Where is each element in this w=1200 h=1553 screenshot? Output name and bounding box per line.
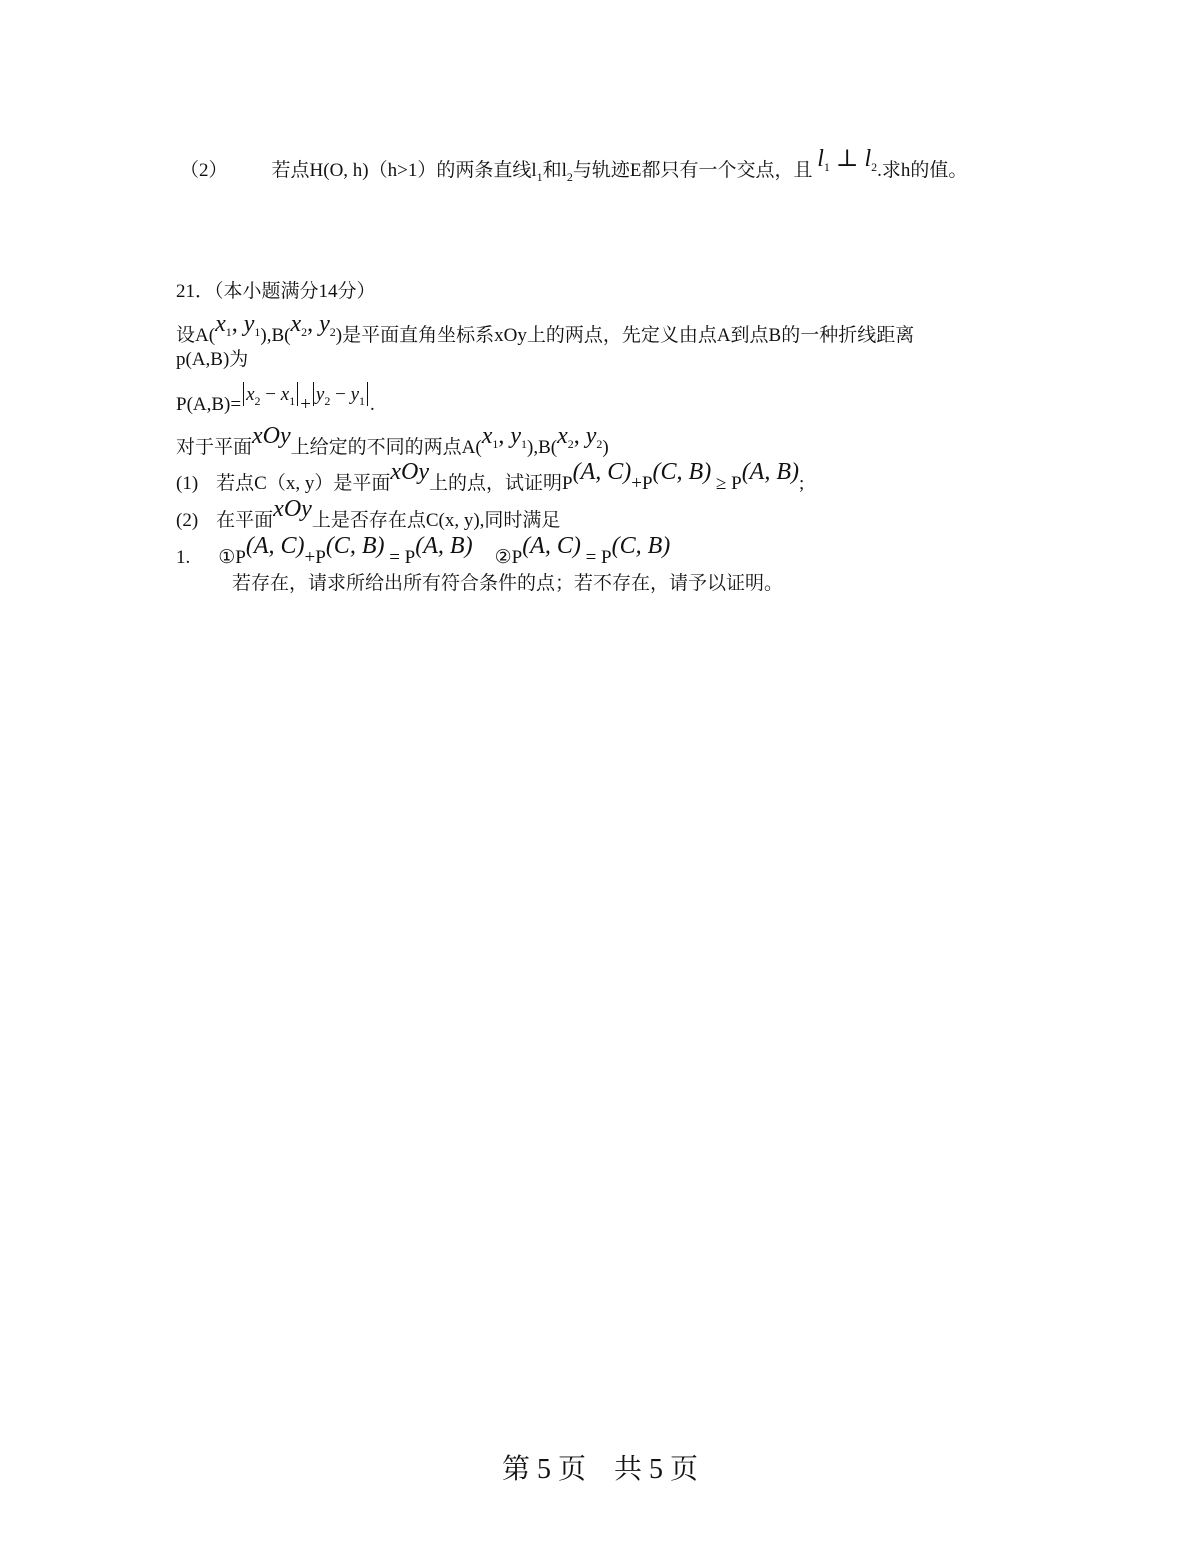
point-a-coords: [482, 423, 527, 449]
problem21-tail: 若存在，请求所给出所有符合条件的点；若不存在，请予以证明。: [232, 573, 784, 594]
comma: ,: [498, 423, 511, 449]
subscript: 1: [254, 325, 261, 339]
part-number: （2）: [180, 160, 228, 181]
subscript: 1: [492, 437, 499, 451]
arg-cb: (C, B): [652, 459, 712, 485]
subscript: 1: [536, 170, 543, 184]
plus-p: +P: [631, 473, 653, 494]
text: 若点C（x, y）是平面: [216, 473, 391, 494]
xoy-plane: xOy: [390, 459, 429, 485]
subscript: 2: [596, 437, 603, 451]
subscript: 2: [329, 325, 336, 339]
part-number: (2): [176, 510, 199, 531]
semicolon: ;: [799, 473, 805, 494]
point-b-coords: [557, 423, 602, 449]
arg-ac: (A, C): [572, 459, 632, 485]
arg-cb: (C, B): [325, 533, 385, 559]
condition-1: ①P: [218, 547, 246, 568]
math-var: y: [585, 423, 597, 449]
text: ): [602, 437, 609, 458]
problem21-definition: [176, 311, 915, 349]
part-text: 若点H(O, h)（h>1）的两条直线l: [271, 160, 537, 181]
text: 上是否存在点C(x, y),同时满足: [311, 510, 561, 531]
given-points-line: [176, 423, 609, 461]
minus: −: [260, 384, 281, 405]
problem21-line2: p(A,B)为: [176, 349, 249, 370]
math-var: y: [243, 311, 255, 337]
math-var: y: [350, 384, 359, 405]
p-symbol: P: [562, 473, 573, 494]
subscript: 2: [254, 394, 261, 408]
text: 上的点，试证明: [428, 473, 562, 494]
eq-p: = P: [580, 547, 612, 568]
abs-y: [311, 384, 370, 408]
point-a-coords: [215, 311, 260, 337]
part-text: 和l: [542, 160, 567, 181]
comma: ,: [307, 311, 320, 337]
arg-ac: (A, C): [245, 533, 305, 559]
xoy-plane: xOy: [252, 423, 291, 449]
distance-formula: [176, 384, 375, 418]
part-text: .求h的值。: [877, 160, 968, 181]
subscript: 2: [301, 325, 308, 339]
subscript: 1: [823, 160, 830, 174]
problem21-part2: [176, 496, 561, 533]
arg-cb: (C, B): [611, 533, 671, 559]
math-var: x: [246, 384, 255, 405]
text: ),B(: [527, 437, 558, 458]
math-var: x: [290, 311, 302, 337]
text: 设A(: [176, 325, 216, 346]
math-var: y: [315, 384, 325, 405]
abs-x: [241, 384, 300, 408]
xoy-plane: xOy: [273, 496, 312, 522]
page-footer: 第 5 页 共 5 页: [501, 1454, 698, 1485]
minus: −: [330, 384, 351, 405]
math-var: y: [510, 423, 522, 449]
ge-p: ≥ P: [711, 473, 742, 494]
problem20-part2: [180, 146, 968, 184]
perpendicular-formula: [817, 146, 877, 172]
arg-ac: (A, C): [522, 533, 581, 559]
perp-symbol: ⊥: [835, 146, 859, 172]
arg-ab: (A, B): [415, 533, 473, 559]
math-var: x: [557, 423, 568, 449]
subscript: 1: [289, 394, 296, 408]
plus-p: +P: [304, 547, 326, 568]
text: 在平面: [216, 510, 274, 531]
arg-ab: (A, B): [741, 459, 799, 485]
subscript: 2: [566, 170, 573, 184]
plus: +: [300, 394, 311, 415]
text: 上给定的不同的两点A(: [290, 437, 482, 458]
comma: ,: [573, 423, 586, 449]
subscript: 2: [871, 160, 878, 174]
part-number: (1): [176, 473, 199, 494]
comma: ,: [231, 311, 244, 337]
math-var: x: [481, 423, 493, 449]
eq-p: = P: [384, 547, 416, 568]
subscript: 2: [567, 437, 574, 451]
subscript: 1: [521, 437, 528, 451]
math-var: x: [215, 311, 226, 337]
math-l: l: [817, 146, 824, 172]
period: .: [370, 394, 375, 415]
condition-2: ②P: [494, 547, 523, 568]
part-text: 与轨迹E都只有一个交点，且: [572, 160, 813, 181]
math-l: l: [864, 146, 872, 172]
list-number: 1.: [176, 547, 191, 568]
conditions-line: [176, 533, 671, 570]
math-var: y: [319, 311, 330, 337]
point-b-coords: [290, 311, 335, 337]
problem21-header: 21．（本小题满分14分）: [176, 281, 376, 302]
subscript: 1: [225, 325, 232, 339]
text: )是平面直角坐标系xOy上的两点，先定义由点A到点B的一种折线距离: [335, 325, 915, 346]
problem21-part1: [176, 459, 805, 496]
math-var: x: [280, 384, 290, 405]
text: P(A,B)=: [176, 394, 242, 415]
subscript: 2: [324, 394, 331, 408]
text: 对于平面: [176, 437, 253, 458]
text: ),B(: [260, 325, 291, 346]
subscript: 1: [359, 394, 365, 408]
